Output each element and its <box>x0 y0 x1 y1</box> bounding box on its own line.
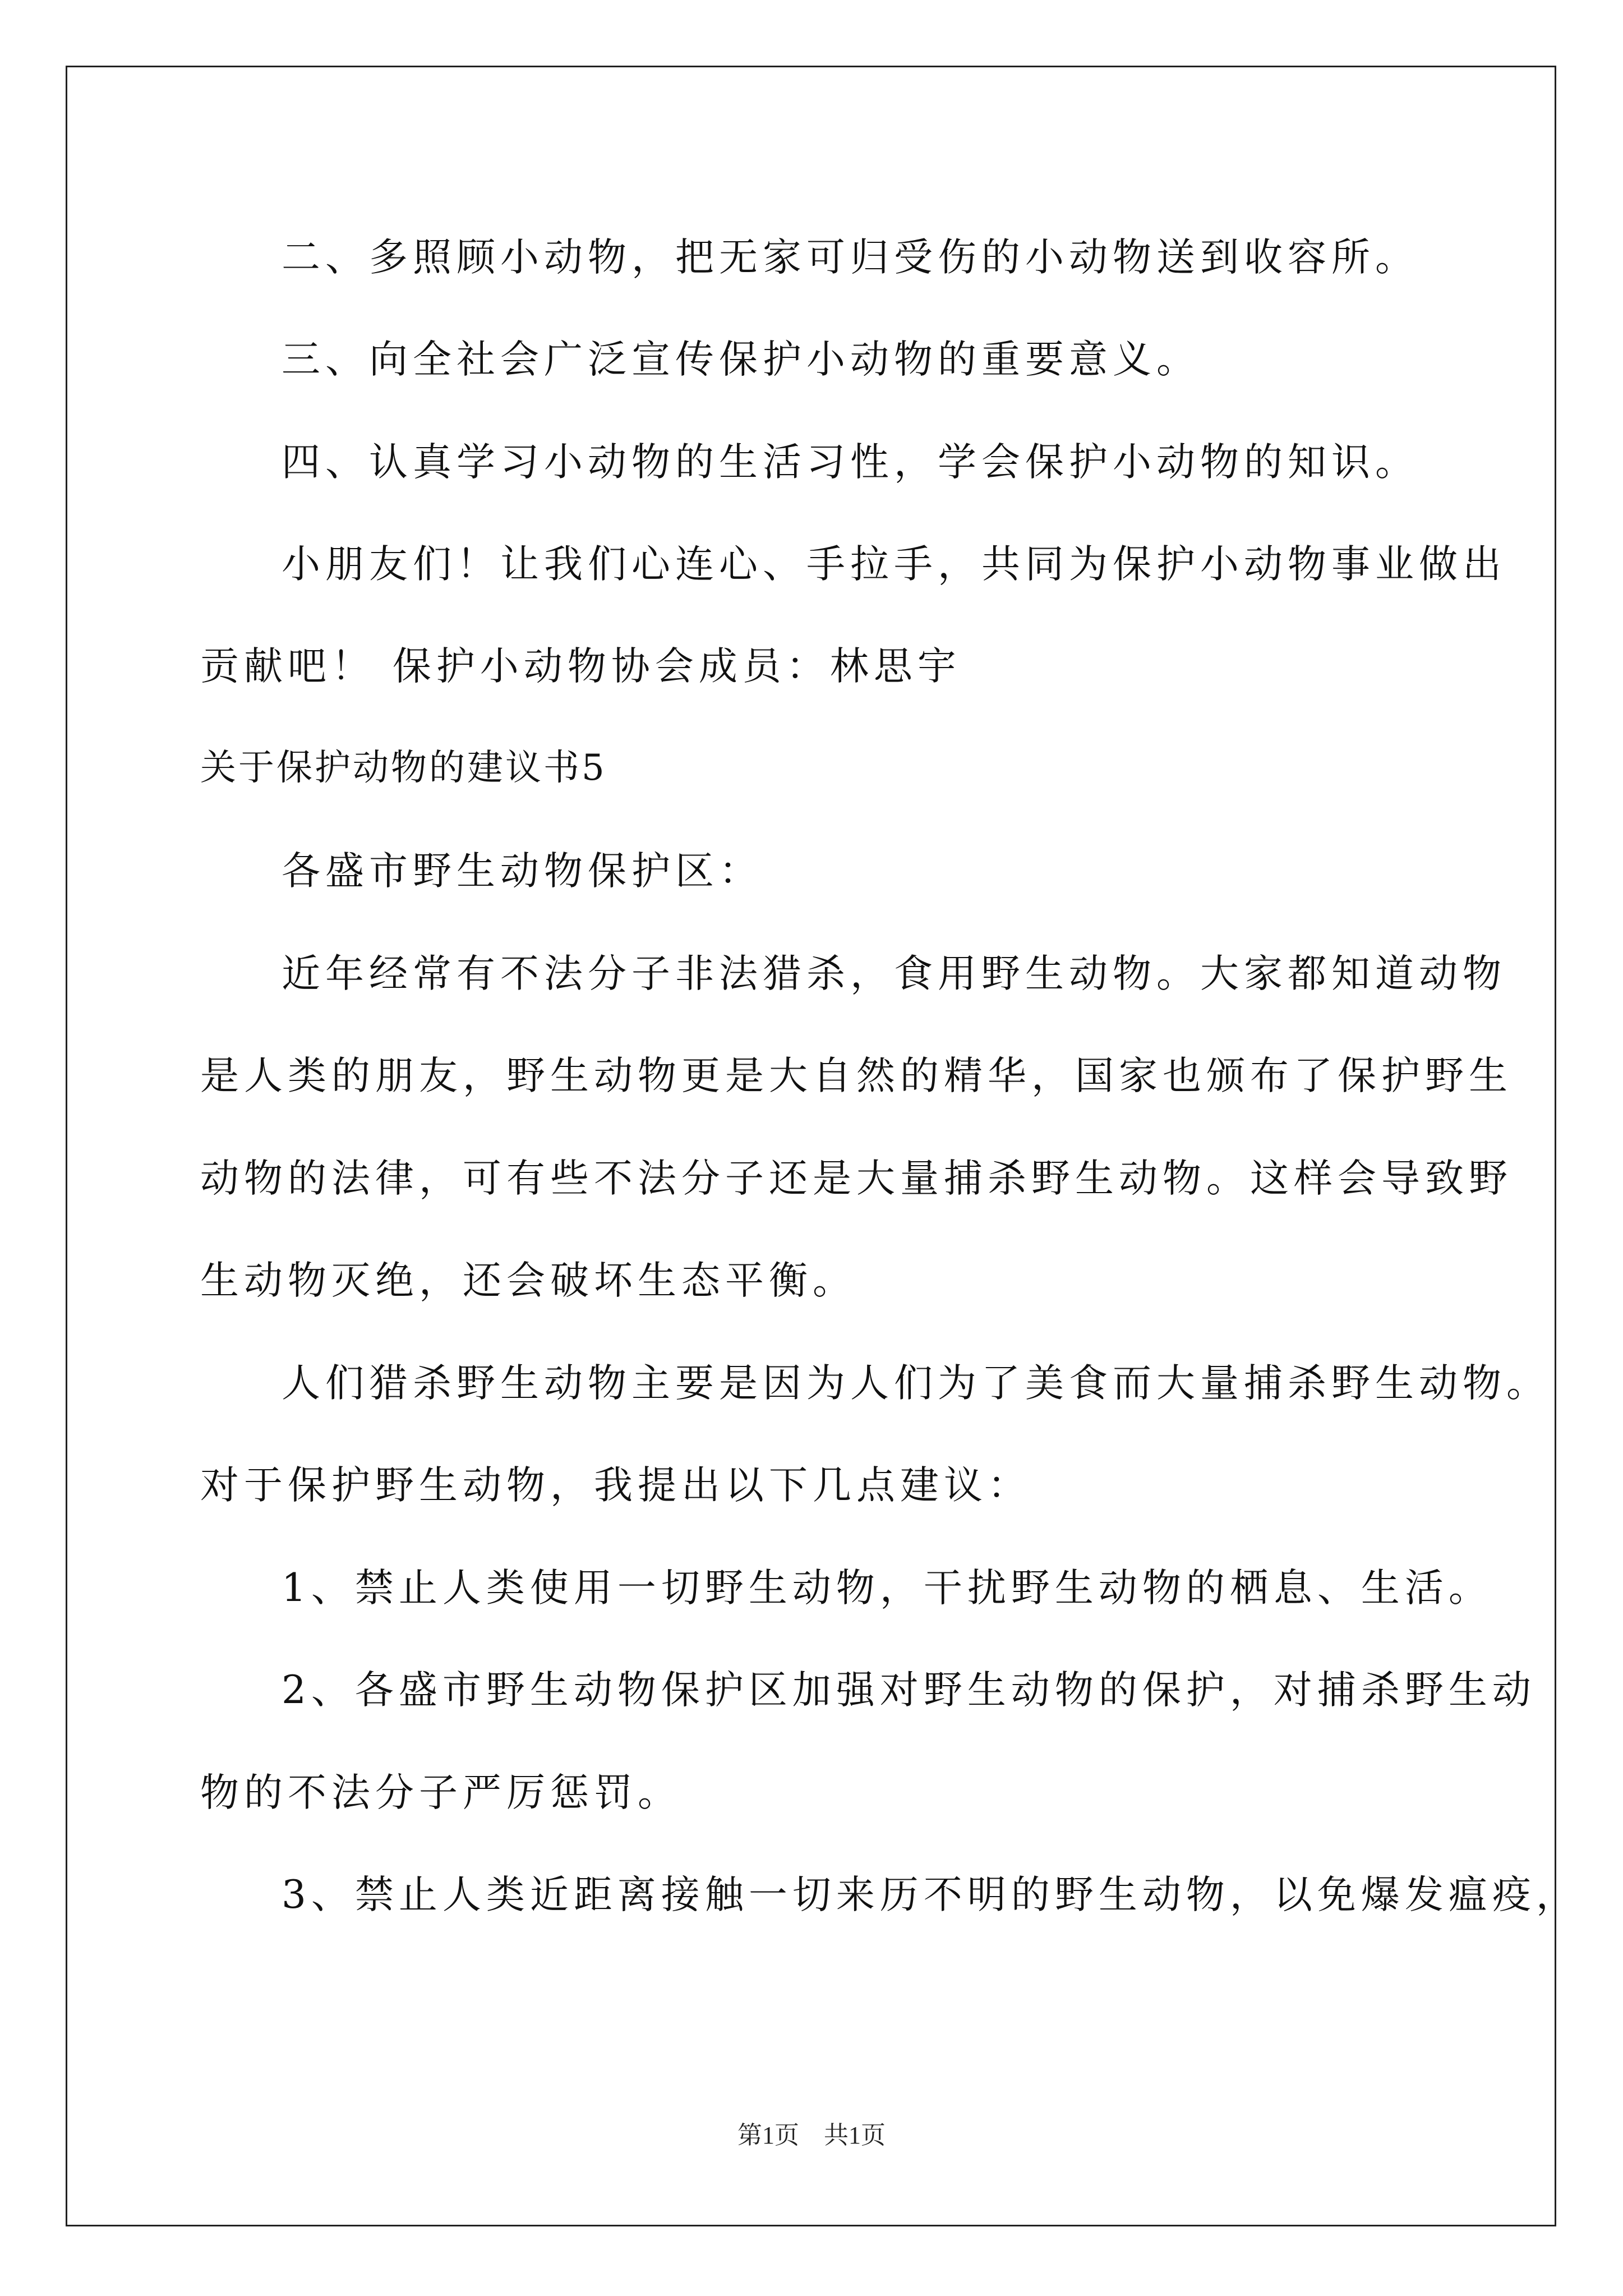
list-item: 2、各盛市野生动物保护区加强对野生动物的保护，对捕杀野生动 <box>282 1668 1536 1713</box>
paragraph-line: 人们猎杀野生动物主要是因为人们为了美食而大量捕杀野生动物。 <box>282 1361 1550 1406</box>
paragraph-line: 小朋友们！让我们心连心、手拉手，共同为保护小动物事业做出 <box>282 542 1506 587</box>
list-item: 三、向全社会广泛宣传保护小动物的重要意义。 <box>282 337 1200 382</box>
paragraph-line: 近年经常有不法分子非法猎杀，食用野生动物。大家都知道动物 <box>282 951 1506 996</box>
list-item: 3、禁止人类近距离接触一切来历不明的野生动物，以免爆发瘟疫， <box>282 1872 1580 1917</box>
salutation: 各盛市野生动物保护区： <box>282 849 763 894</box>
list-item: 1、禁止人类使用一切野生动物，干扰野生动物的栖息、生活。 <box>282 1566 1492 1611</box>
list-item: 二、多照顾小动物，把无家可归受伤的小动物送到收容所。 <box>282 235 1419 280</box>
paragraph-line: 生动物灭绝，还会破坏生态平衡。 <box>200 1258 856 1303</box>
list-item: 四、认真学习小动物的生活习性，学会保护小动物的知识。 <box>282 440 1419 485</box>
list-item-continuation: 物的不法分子严厉惩罚。 <box>200 1770 681 1815</box>
paragraph-line: 是人类的朋友，野生动物更是大自然的精华，国家也颁布了保护野生 <box>200 1053 1513 1098</box>
paragraph-line: 动物的法律，可有些不法分子还是大量捕杀野生动物。这样会导致野 <box>200 1156 1513 1201</box>
section-title: 关于保护动物的建议书5 <box>200 747 607 789</box>
page-number-footer: 第1页 共1页 <box>737 2122 886 2149</box>
paragraph-line: 贡献吧！ 保护小动物协会成员：林思宇 <box>200 644 961 689</box>
paragraph-line: 对于保护野生动物，我提出以下几点建议： <box>200 1463 1031 1508</box>
